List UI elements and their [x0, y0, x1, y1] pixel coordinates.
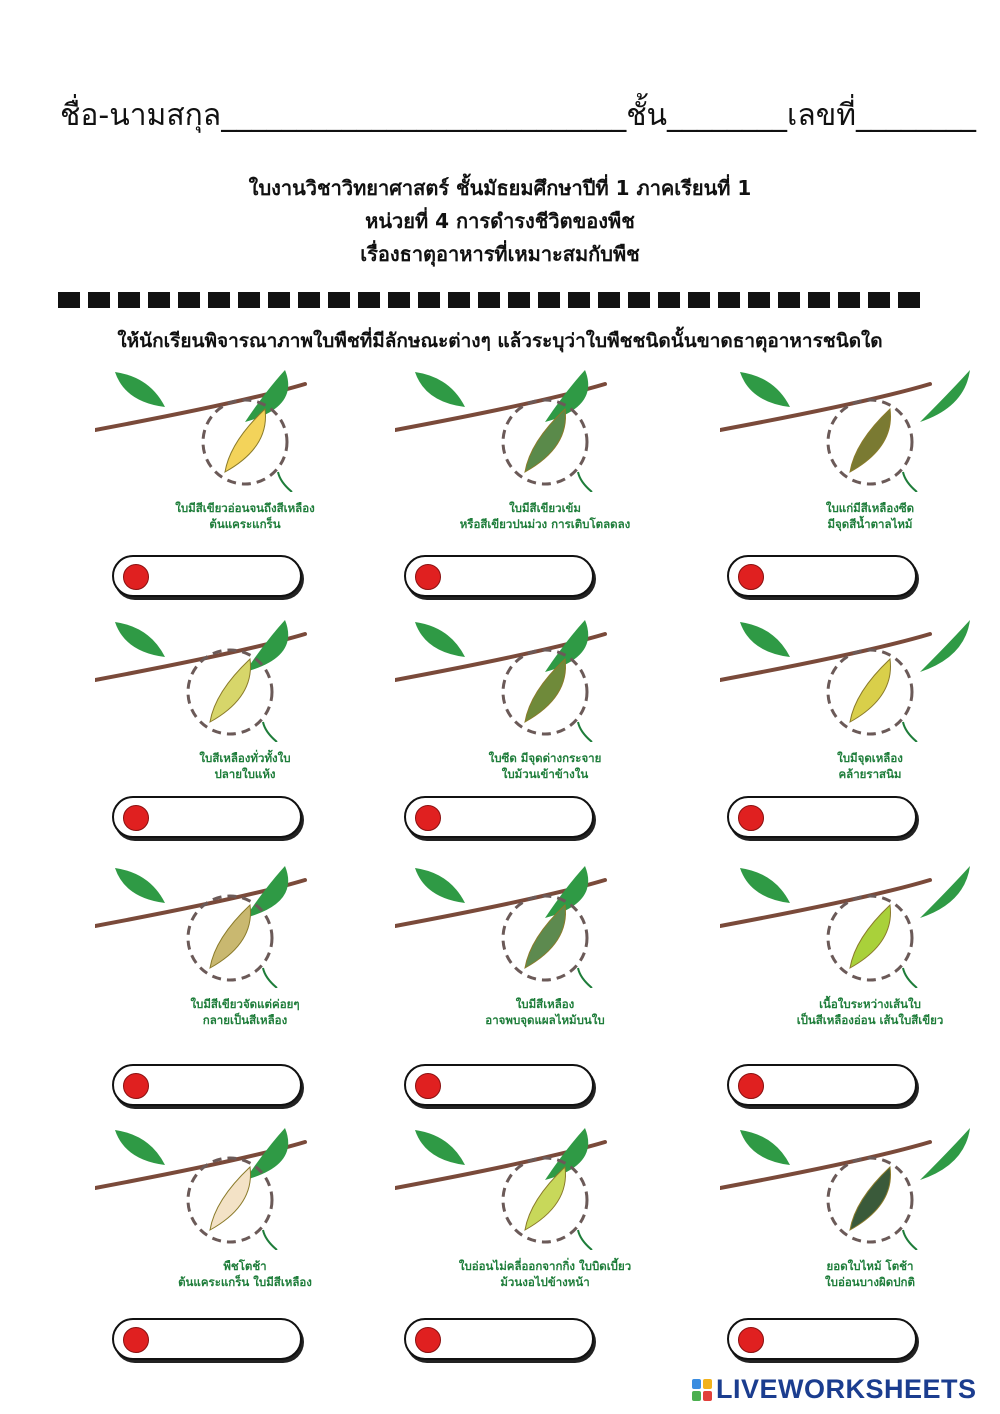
healthy-leaf — [415, 1130, 465, 1165]
caption-line-2: ปลายใบแห้ง — [214, 767, 276, 781]
brand-logo — [692, 1374, 977, 1405]
answer-marker-icon — [415, 564, 441, 590]
caption-line-2: คล้ายราสนิม — [838, 767, 902, 781]
worksheet-title: ใบงานวิชาวิทยาศาสตร์ ชั้นมัธยมศึกษาปีที่ 1 ภาคเรียนที่ 1 — [248, 176, 752, 200]
branch-drawing — [720, 612, 1000, 742]
answer-input[interactable] — [156, 1070, 294, 1100]
answer-box-5[interactable] — [404, 796, 594, 838]
branch — [720, 1142, 930, 1188]
answer-input[interactable] — [156, 1324, 294, 1354]
answer-box-6[interactable] — [727, 796, 917, 838]
symptom-leaf — [525, 1167, 566, 1230]
symptom-leaf — [525, 905, 566, 968]
caption-line-2: กลายเป็นสีเหลือง — [202, 1013, 288, 1027]
caption-line-2: ใบอ่อนบางผิดปกติ — [825, 1275, 915, 1289]
symptom-leaf — [850, 905, 891, 968]
answer-input[interactable] — [771, 1070, 909, 1100]
caption-line-1: พืชโตช้า — [223, 1259, 267, 1273]
pointer-line — [903, 1230, 917, 1250]
pointer-line — [578, 472, 592, 492]
symptom-leaf — [225, 409, 266, 472]
answer-input[interactable] — [448, 1070, 586, 1100]
answer-box-7[interactable] — [112, 1064, 302, 1106]
symptom-caption — [740, 750, 1000, 782]
symptom-leaf — [525, 659, 566, 722]
symptom-caption — [740, 1258, 1000, 1290]
caption-line-2: ม้วนงอไปข้างหน้า — [500, 1275, 590, 1289]
caption-line-2: หรือสีเขียวปนม่วง การเติบโตลดลง — [459, 517, 631, 531]
answer-marker-icon — [738, 1073, 764, 1099]
caption-line-2: มีจุดสีน้ำตาลไหม้ — [827, 517, 913, 531]
symptom-caption — [415, 996, 675, 1028]
caption-line-1: ใบสีเหลืองทั่วทั้งใบ — [199, 751, 291, 765]
answer-input[interactable] — [156, 561, 294, 591]
branch-drawing — [395, 1120, 695, 1250]
branch-drawing — [395, 612, 695, 742]
answer-box-12[interactable] — [727, 1318, 917, 1360]
caption-line-1: ใบซีด มีจุดด่างกระจาย — [488, 751, 602, 765]
symptom-caption — [740, 500, 1000, 532]
branch-drawing — [395, 362, 695, 492]
healthy-leaf — [415, 622, 465, 657]
symptom-caption — [740, 996, 1000, 1028]
pointer-line — [278, 472, 292, 492]
caption-line-2: อาจพบจุดแผลไหม้บนใบ — [485, 1013, 605, 1027]
answer-input[interactable] — [448, 802, 586, 832]
branch-drawing — [95, 1120, 395, 1250]
unit-title: หน่วยที่ 4 การดำรงชีวิตของพืช — [365, 209, 635, 233]
symptom-leaf — [210, 659, 251, 722]
healthy-leaf — [740, 372, 790, 407]
symptom-caption — [115, 750, 375, 782]
healthy-leaf — [920, 620, 970, 672]
healthy-leaf — [920, 866, 970, 918]
answer-input[interactable] — [771, 802, 909, 832]
symptom-leaf — [525, 409, 566, 472]
caption-line-1: ใบมีสีเขียวอ่อนจนถึงสีเหลือง — [175, 501, 315, 515]
pointer-line — [263, 722, 277, 742]
symptom-leaf — [210, 905, 251, 968]
healthy-leaf — [740, 1130, 790, 1165]
brand-name: LIVEWORKSHEETS — [716, 1374, 977, 1404]
healthy-leaf — [115, 1130, 165, 1165]
healthy-leaf — [415, 372, 465, 407]
pointer-line — [903, 472, 917, 492]
caption-line-2: ต้นแคระแกร็น — [209, 517, 281, 531]
branch-drawing — [720, 362, 1000, 492]
branch-drawing — [95, 612, 395, 742]
answer-marker-icon — [123, 1073, 149, 1099]
pointer-line — [578, 1230, 592, 1250]
branch — [720, 384, 930, 430]
symptom-caption — [415, 500, 675, 532]
answer-input[interactable] — [156, 802, 294, 832]
caption-line-1: ใบแก่มีสีเหลืองซีด — [825, 501, 915, 515]
answer-marker-icon — [415, 1327, 441, 1353]
name-class-number-line: ชื่อ-นามสกุล___________________________ชั้น________เลขที่________ — [60, 98, 976, 133]
answer-box-11[interactable] — [404, 1318, 594, 1360]
answer-marker-icon — [415, 805, 441, 831]
caption-line-1: ยอดใบไหม้ โตช้า — [826, 1259, 914, 1273]
answer-input[interactable] — [771, 561, 909, 591]
caption-line-1: ใบอ่อนไม่คลี่ออกจากกิ่ง ใบบิดเบี้ยว — [458, 1259, 632, 1273]
answer-marker-icon — [415, 1073, 441, 1099]
answer-marker-icon — [123, 564, 149, 590]
healthy-leaf — [920, 370, 970, 422]
symptom-caption — [415, 1258, 675, 1290]
symptom-caption — [115, 500, 375, 532]
symptom-caption — [415, 750, 675, 782]
branch — [720, 880, 930, 926]
symptom-leaf — [210, 1167, 251, 1230]
caption-line-1: ใบมีสีเขียวเข้ม — [509, 501, 581, 515]
answer-box-3[interactable] — [727, 555, 917, 597]
instruction-text: ให้นักเรียนพิจารณาภาพใบพืชที่มีลักษณะต่างๆ แล้วระบุว่าใบพืชชนิดนั้นขาดธาตุอาหารชนิดใด — [117, 330, 883, 352]
pointer-line — [578, 968, 592, 988]
pointer-line — [903, 968, 917, 988]
healthy-leaf — [115, 622, 165, 657]
branch-drawing — [395, 858, 695, 988]
answer-box-1[interactable] — [112, 555, 302, 597]
caption-line-2: ใบม้วนเข้าข้างใน — [501, 767, 589, 781]
branch-drawing — [720, 1120, 1000, 1250]
symptom-leaf — [850, 1167, 891, 1230]
branch — [720, 634, 930, 680]
pointer-line — [263, 968, 277, 988]
healthy-leaf — [920, 1128, 970, 1180]
caption-line-1: ใบมีสีเขียวจัดแต่ค่อยๆ — [190, 997, 300, 1011]
answer-input[interactable] — [448, 561, 586, 591]
healthy-leaf — [115, 868, 165, 903]
answer-box-2[interactable] — [404, 555, 594, 597]
liveworksheets-icon — [692, 1379, 712, 1401]
answer-input[interactable] — [771, 1324, 909, 1354]
dashed-divider — [58, 292, 922, 308]
answer-marker-icon — [123, 1327, 149, 1353]
symptom-leaf — [850, 409, 891, 472]
answer-box-8[interactable] — [404, 1064, 594, 1106]
answer-box-9[interactable] — [727, 1064, 917, 1106]
answer-box-4[interactable] — [112, 796, 302, 838]
healthy-leaf — [740, 622, 790, 657]
caption-line-1: ใบมีสีเหลือง — [515, 997, 575, 1011]
caption-line-1: ใบมีจุดเหลือง — [837, 751, 903, 765]
caption-line-2: ต้นแคระแกร็น ใบมีสีเหลือง — [178, 1275, 312, 1289]
answer-marker-icon — [123, 805, 149, 831]
pointer-line — [578, 722, 592, 742]
caption-line-2: เป็นสีเหลืองอ่อน เส้นใบสีเขียว — [796, 1013, 944, 1027]
answer-input[interactable] — [448, 1324, 586, 1354]
symptom-leaf — [850, 659, 891, 722]
symptom-caption — [115, 1258, 375, 1290]
branch-drawing — [720, 858, 1000, 988]
pointer-line — [263, 1230, 277, 1250]
healthy-leaf — [115, 372, 165, 407]
healthy-leaf — [740, 868, 790, 903]
pointer-line — [903, 722, 917, 742]
caption-line-1: เนื้อใบระหว่างเส้นใบ — [819, 997, 921, 1011]
topic-title: เรื่องธาตุอาหารที่เหมาะสมกับพืช — [360, 242, 640, 266]
answer-marker-icon — [738, 564, 764, 590]
answer-marker-icon — [738, 805, 764, 831]
branch-drawing — [95, 362, 395, 492]
healthy-leaf — [415, 868, 465, 903]
symptom-caption — [115, 996, 375, 1028]
answer-marker-icon — [738, 1327, 764, 1353]
answer-box-10[interactable] — [112, 1318, 302, 1360]
branch-drawing — [95, 858, 395, 988]
